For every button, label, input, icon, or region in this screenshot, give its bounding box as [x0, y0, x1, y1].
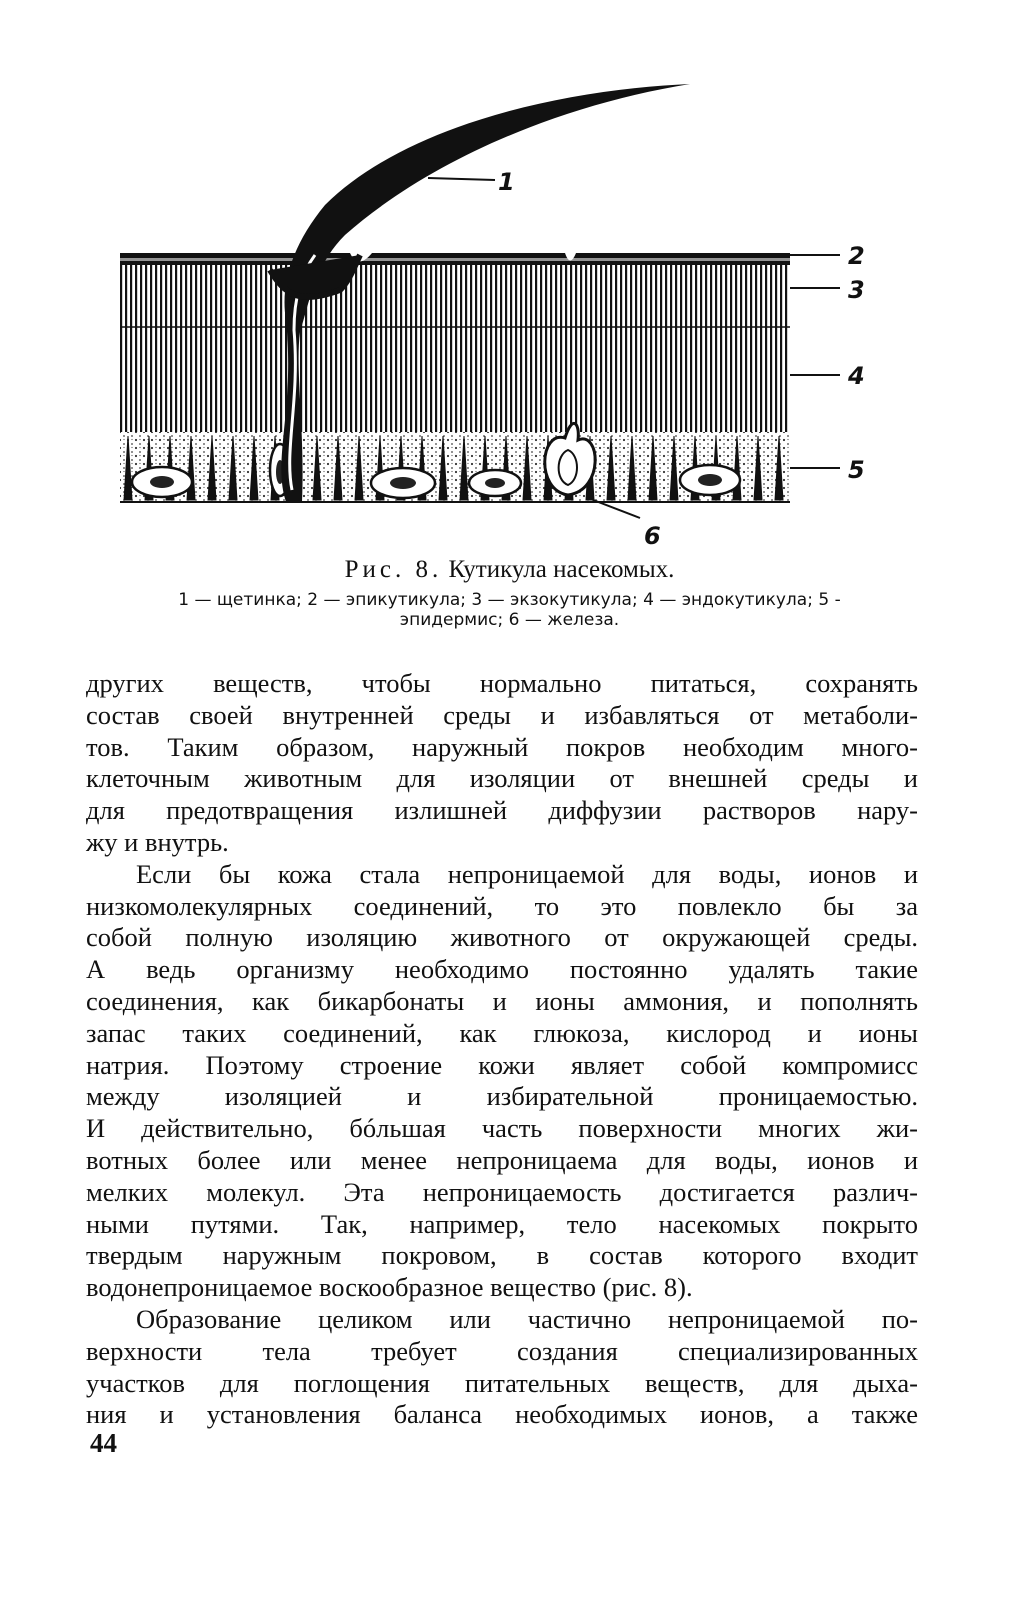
cuticle-figure	[110, 70, 890, 550]
body-text	[86, 668, 918, 1431]
endocuticle-layer	[120, 255, 790, 435]
text-line: натрия. Поэтому строение кожи являет собой компромисс	[86, 1049, 918, 1080]
text-line: И действительно, бóльшая часть поверхности многих жи-	[86, 1113, 918, 1144]
text-line: между изоляцией и избирательной проницаемостью.	[86, 1081, 918, 1112]
text-line: верхности тела требует создания специализированных	[86, 1335, 918, 1366]
page-number: 44	[90, 1428, 117, 1458]
paragraph-3	[86, 1304, 918, 1431]
text-line: Образование целиком или частично непроницаемой по-	[136, 1303, 918, 1334]
paragraph-2	[86, 859, 918, 1304]
text-line: А ведь организму необходимо постоянно удалять такие	[86, 954, 918, 985]
text-line: низкомолекулярных соединений, то это повлекло бы за	[86, 890, 918, 921]
caption-title: Кутикула насекомых.	[448, 556, 675, 583]
caption-label: Рис. 8.	[344, 556, 443, 583]
figure-legend-line1: 1 — щетинка; 2 — эпикутикула; 3 — экзокутикула; 4 — эндокутикула; 5 -	[178, 590, 841, 610]
callout-1: 1	[498, 168, 515, 196]
callout-5: 5	[848, 456, 865, 484]
text-line: вотных более или менее непроницаема для воды, ионов и	[86, 1144, 918, 1175]
text-line: других веществ, чтобы нормально питаться, сохранять	[86, 668, 918, 698]
text-line: тов. Таким образом, наружный покров необходим много-	[86, 731, 918, 762]
callout-3: 3	[848, 276, 865, 304]
text-line: состав своей внутренней среды и избавляться от метаболи-	[86, 699, 918, 730]
callout-2: 2	[848, 242, 865, 270]
figure-legend-line2: эпидермис; 6 — железа.	[399, 610, 620, 630]
text-line: ными путями. Так, например, тело насекомых покрыто	[86, 1208, 918, 1239]
text-line: мелких молекул. Эта непроницаемость достигается различ-	[86, 1176, 918, 1207]
text-line: ния и установления баланса необходимых ионов, а также	[86, 1399, 918, 1430]
paragraph-1	[86, 668, 918, 859]
callout-6: 6	[644, 522, 661, 550]
text-line: твердым наружным покровом, в состав которого входит	[86, 1240, 918, 1271]
callout-4: 4	[848, 362, 865, 390]
text-line: запас таких соединений, как глюкоза, кислород и ионы	[86, 1017, 918, 1048]
figure-caption	[0, 556, 1019, 584]
text-line: клеточным животным для изоляции от внешней среды и	[86, 763, 918, 794]
text-line: для предотвращения излишней диффузии растворов нару-	[86, 795, 918, 826]
text-line: соединения, как бикарбонаты и ионы аммония, и пополнять	[86, 985, 918, 1016]
text-line: участков для поглощения питательных веществ, для дыха-	[86, 1367, 918, 1398]
text-line: жу и внутрь.	[86, 826, 229, 857]
text-line: собой полную изоляцию животного от окружающей среды.	[86, 922, 918, 953]
text-line: водонепроницаемое воскообразное вещество (рис. 8).	[86, 1272, 693, 1303]
text-line: Если бы кожа стала непроницаемой для воды, ионов и	[136, 858, 918, 889]
